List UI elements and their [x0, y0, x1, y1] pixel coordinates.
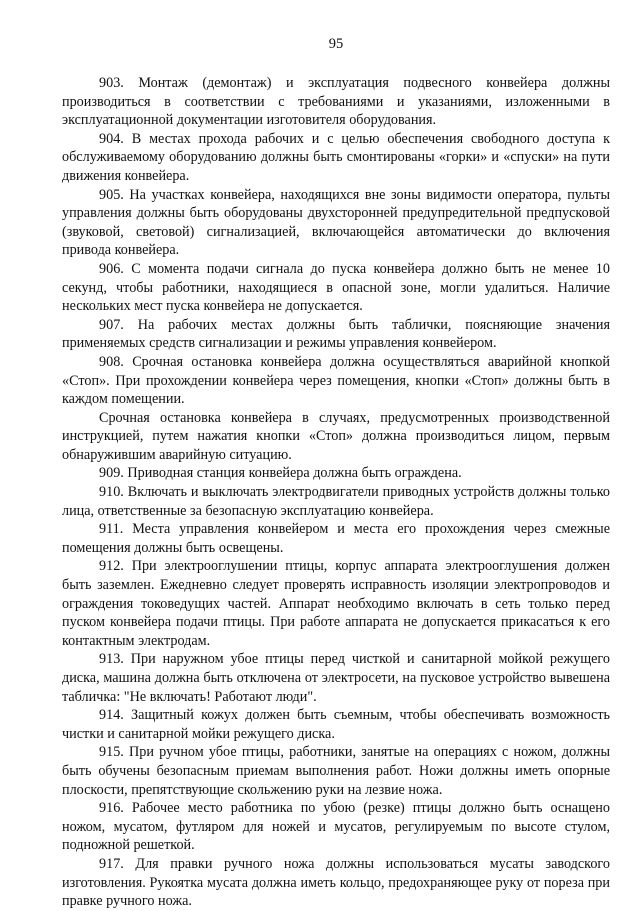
- paragraph-904: 904. В местах прохода рабочих и с целью обеспечения свободного доступа к обслуживаемому оборудованию должны быть смонтированы «горки» и «спуски» на пути движения конвейера.: [62, 130, 610, 184]
- paragraph-911: 911. Места управления конвейером и места его прохождения через смежные помещения должны быть освещены.: [62, 521, 610, 556]
- paragraph-908: 908. Срочная остановка конвейера должна осуществляться аварийной кнопкой «Стоп». При прохождении конвейера через помещения, кнопки «Стоп» должны быть в каждом помещении.: [62, 353, 610, 408]
- paragraph-909: 909. Приводная станция конвейера должна быть ограждена.: [99, 465, 462, 482]
- paragraph-917: 917. Для правки ручного ножа должны использоваться мусаты заводского изготовления. Рукоятка мусата должна иметь кольцо, предохраняющее руку от пореза при правке ручного ножа.: [62, 855, 610, 910]
- page-number: 95: [328, 36, 344, 52]
- paragraph-903: 903. Монтаж (демонтаж) и эксплуатация подвесного конвейера должны производиться в соответствии с требованиями и указаниями, изложенными в эксплуатационной документации изготовителя оборудования.: [62, 75, 610, 129]
- paragraph-905: 905. На участках конвейера, находящихся вне зоны видимости оператора, пульты управления должны быть оборудованы двухсторонней предупредительной предпусковой (звуковой, световой) сигнализацией, включающейся автоматически до включения привода конвейера.: [62, 186, 610, 259]
- paragraph-907: 907. На рабочих местах должны быть таблички, поясняющие значения применяемых средств сигнализации и режимы управления конвейером.: [62, 316, 610, 352]
- document-page: [62, 0, 610, 910]
- document-body: [62, 74, 610, 911]
- paragraph-915: 915. При ручном убое птицы, работники, занятые на операциях с ножом, должны быть обучены безопасным приемам выполнения работ. Ножи должны иметь опорные плоскости, препятствующие скольжению руки на лезвие ножа.: [62, 744, 610, 798]
- paragraph-916: 916. Рабочее место работника по убою (резке) птицы должно быть оснащено ножом, мусатом, футляром для ножей и мусатов, регулируемым по высоте стулом, подножной решеткой.: [62, 800, 610, 854]
- paragraph-913: 913. При наружном убое птицы перед чисткой и санитарной мойкой режущего диска, машина должна быть отключена от электросети, на пусковое устройство вывешена табличка: "Не включать! Работают люди".: [62, 651, 610, 705]
- paragraph-912: 912. При электрооглушении птицы, корпус аппарата электрооглушения должен быть заземлен. Ежедневно следует проверять исправность изоляции электропроводов и ограждения токоведущих частей. Аппарат необходимо включать в сеть только перед пуском конвейера подачи птицы. При работе аппарата не допускается прикасаться к его контактным электродам.: [62, 558, 610, 649]
- paragraph-906: 906. С момента подачи сигнала до пуска конвейера должно быть не менее 10 секунд, чтобы работники, находящиеся в опасной зоне, могли удалиться. Наличие нескольких мест пуска конвейера не допускается.: [62, 260, 610, 315]
- paragraph-908-continued: Срочная остановка конвейера в случаях, предусмотренных производственной инструкцией, путем нажатия кнопки «Стоп» должна производиться лицом, первым обнаружившим аварийную ситуацию.: [62, 409, 610, 463]
- paragraph-910: 910. Включать и выключать электродвигатели приводных устройств должны только лица, ответственные за безопасную эксплуатацию конвейера.: [62, 484, 610, 519]
- paragraph-914: 914. Защитный кожух должен быть съемным, чтобы обеспечивать возможность чистки и санитарной мойки режущего диска.: [62, 707, 610, 742]
